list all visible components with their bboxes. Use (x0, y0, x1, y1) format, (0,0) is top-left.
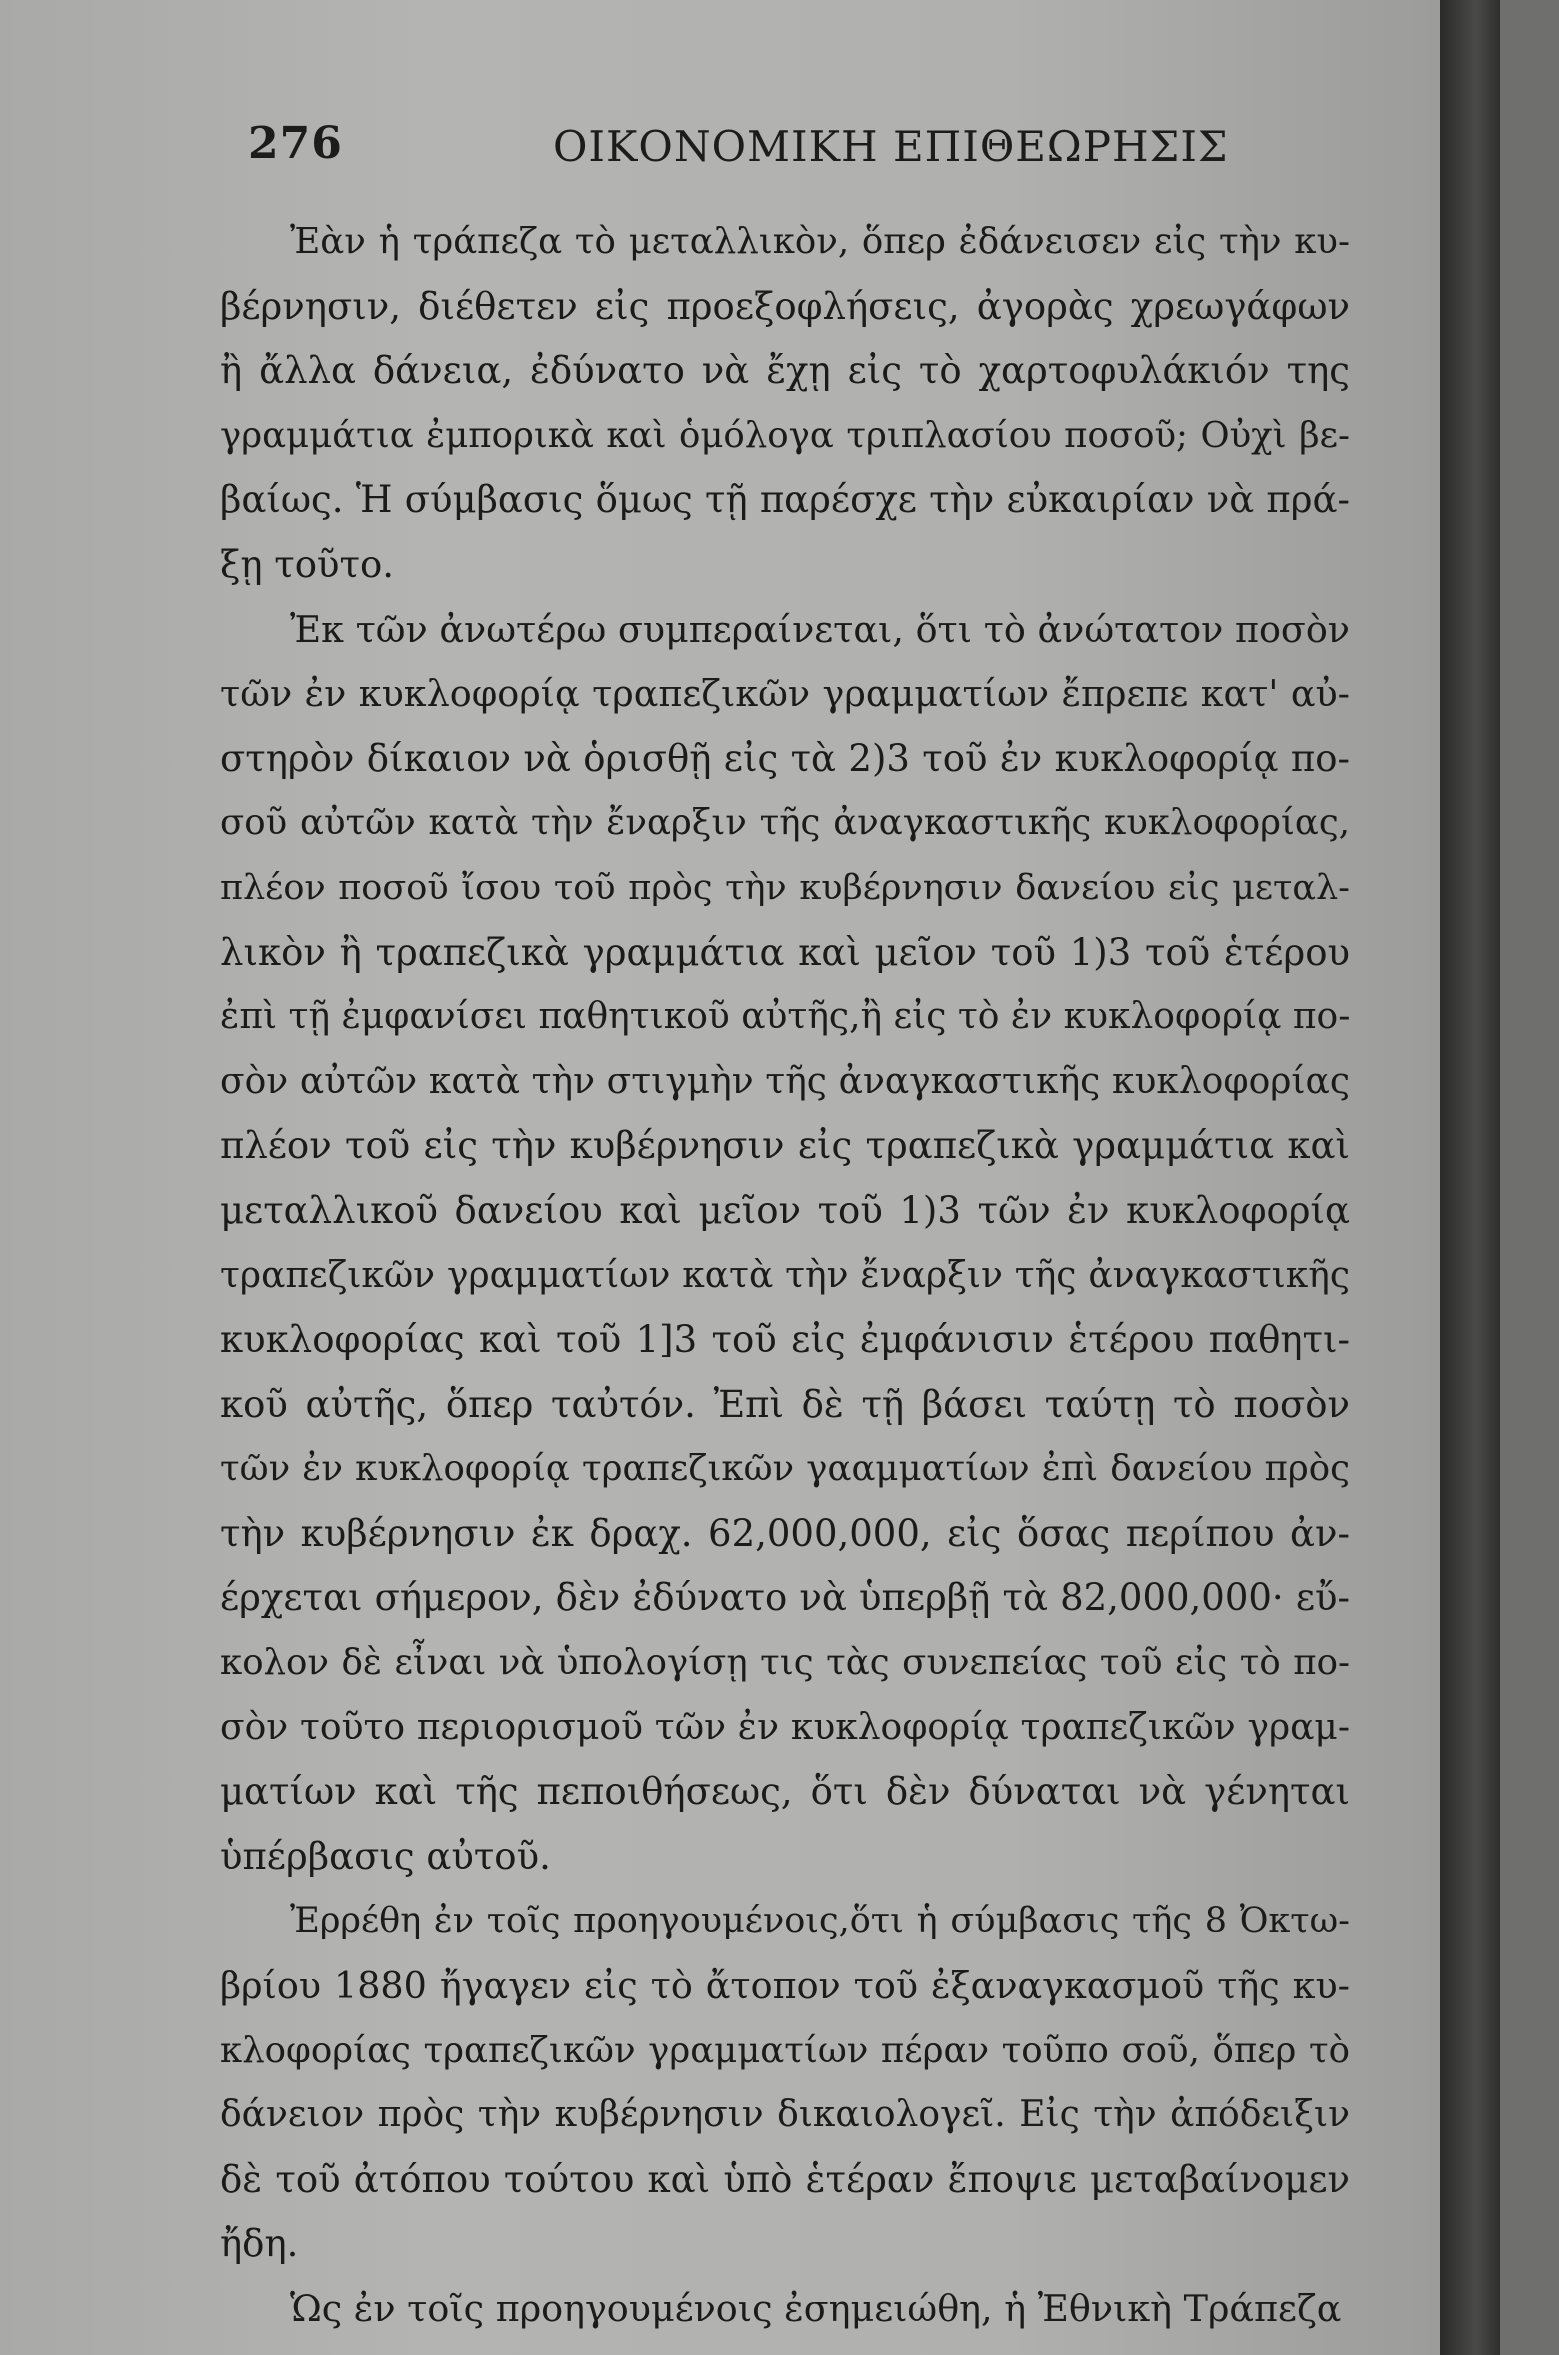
text-line: ὑπέρβασις αὐτοῦ. (220, 1834, 551, 1878)
text-line: σὸν αὐτῶν κατὰ τὴν στιγμὴν τῆς ἀναγκαστικῆς κυκλοφορίας (220, 1060, 1350, 1102)
text-line: ἢ ἄλλα δάνεια, ἐδύνατο νὰ ἔχῃ εἰς τὸ χαρτοφυλάκιόν της (220, 349, 1350, 393)
text-line: τὴν κυβέρνησιν ἐκ δραχ. 62,000,000, εἰς ὅσας περίπου ἀν- (220, 1511, 1350, 1555)
text-line: ματίων καὶ τῆς πεποιθήσεως, ὅτι δὲν δύναται νὰ γένηται (220, 1770, 1350, 1814)
running-title: ΟΙΚΟΝΟΜΙΚΗ ΕΠΙΘΕΩΡΗΣΙΣ (553, 122, 1229, 171)
facing-page-edge (1500, 0, 1559, 2355)
text-line: ξῃ τοῦτο. (220, 542, 395, 586)
text-line: βαίως. Ἡ σύμβασις ὅμως τῇ παρέσχε τὴν εὐκαιρίαν νὰ πρά- (220, 478, 1350, 522)
text-line: γραμμάτια ἐμπορικὰ καὶ ὁμόλογα τριπλασίου ποσοῦ; Οὐχὶ βε- (220, 414, 1350, 456)
text-line: κολον δὲ εἶναι νὰ ὑπολογίσῃ τις τὰς συνεπείας τοῦ εἰς τὸ πο- (220, 1642, 1350, 1684)
text-line: κλοφορίας τραπεζικῶν γραμματίων πέραν τοῦπο σοῦ, ὅπερ τὸ (220, 2029, 1350, 2071)
page-header (248, 118, 1248, 188)
text-line: ἤδη. (220, 2222, 299, 2266)
page-number: 276 (248, 118, 343, 169)
text-line: κοῦ αὐτῆς, ὅπερ ταὐτόν. Ἐπὶ δὲ τῇ βάσει ταύτῃ τὸ ποσὸν (220, 1382, 1350, 1426)
text-line: βέρνησιν, διέθετεν εἰς προεξοφλήσεις, ἀγορὰς χρεωγάφων (220, 284, 1350, 328)
text-line: βρίου 1880 ἤγαγεν εἰς τὸ ἄτοπον τοῦ ἐξαναγκασμοῦ τῆς κυ- (220, 1964, 1350, 2008)
text-line: πλέον ποσοῦ ἴσου τοῦ πρὸς τὴν κυβέρνησιν δανείου εἰς μεταλ- (220, 867, 1350, 908)
text-line: σὸν τοῦτο περιορισμοῦ τῶν ἐν κυκλοφορίᾳ τραπεζικῶν γραμ- (220, 1706, 1350, 1748)
text-line: τραπεζικῶν γραμματίων κατὰ τὴν ἔναρξιν τῆς ἀναγκαστικῆς (220, 1254, 1350, 1296)
text-line: ἐπὶ τῇ ἐμφανίσει παθητικοῦ αὐτῆς,ἢ εἰς τὸ ἐν κυκλοφορίᾳ πο- (220, 996, 1351, 1038)
text-line: Ἐρρέθη ἐν τοῖς προηγουμένοις,ὅτι ἡ σύμβασις τῆς 8 Ὀκτω- (290, 1901, 1350, 1942)
text-line: δάνειον πρὸς τὴν κυβέρνησιν δικαιολογεῖ. Εἰς τὴν ἀπόδειξιν (220, 2094, 1350, 2136)
text-line: κυκλοφορίας καὶ τοῦ 1]3 τοῦ εἰς ἐμφάνισιν ἑτέρου παθητι- (220, 1318, 1350, 1362)
text-line: τῶν ἐν κυκλοφορίᾳ τραπεζικῶν γραμματίων ἔπρεπε κατ' αὐ- (220, 672, 1350, 716)
text-line: στηρὸν δίκαιον νὰ ὁρισθῇ εἰς τὰ 2)3 τοῦ ἐν κυκλοφορίᾳ πο- (220, 736, 1350, 780)
text-line: έρχεται σήμερον, δὲν ἐδύνατο νὰ ὑπερβῇ τὰ 82,000,000· εὔ- (220, 1576, 1350, 1620)
text-line: Ἐὰν ἡ τράπεζα τὸ μεταλλικὸν, ὅπερ ἐδάνεισεν εἰς τὴν κυ- (290, 221, 1350, 262)
text-line: σοῦ αὐτῶν κατὰ τὴν ἔναρξιν τῆς ἀναγκαστικῆς κυκλοφορίας, (220, 802, 1350, 844)
body-text (220, 210, 1350, 2342)
text-line: δὲ τοῦ ἀτόπου τούτου καὶ ὑπὸ ἑτέραν ἔποψιε μεταβαίνομεν (220, 2157, 1350, 2201)
text-line: Ἐκ τῶν ἀνωτέρω συμπεραίνεται, ὅτι τὸ ἀνώτατον ποσὸν (290, 607, 1350, 651)
text-line: τῶν ἐν κυκλοφορίᾳ τραπεζικῶν γααμματίων ἐπὶ δανείου πρὸς (220, 1448, 1350, 1490)
text-line: πλέον τοῦ εἰς τὴν κυβέρνησιν εἰς τραπεζικὰ γραμμάτια καὶ (220, 1124, 1350, 1168)
text-line: Ὡς ἐν τοῖς προηγουμένοις ἐσημειώθη, ἡ Ἐθνικὴ Τράπεζα (290, 2287, 1342, 2330)
text-line: μεταλλικοῦ δανείου καὶ μεῖον τοῦ 1)3 τῶν ἐν κυκλοφορίᾳ (220, 1188, 1350, 1232)
book-spine (1440, 0, 1500, 2355)
text-line: λικὸν ἢ τραπεζικὰ γραμμάτια καὶ μεῖον τοῦ 1)3 τοῦ ἑτέρου (220, 930, 1350, 974)
